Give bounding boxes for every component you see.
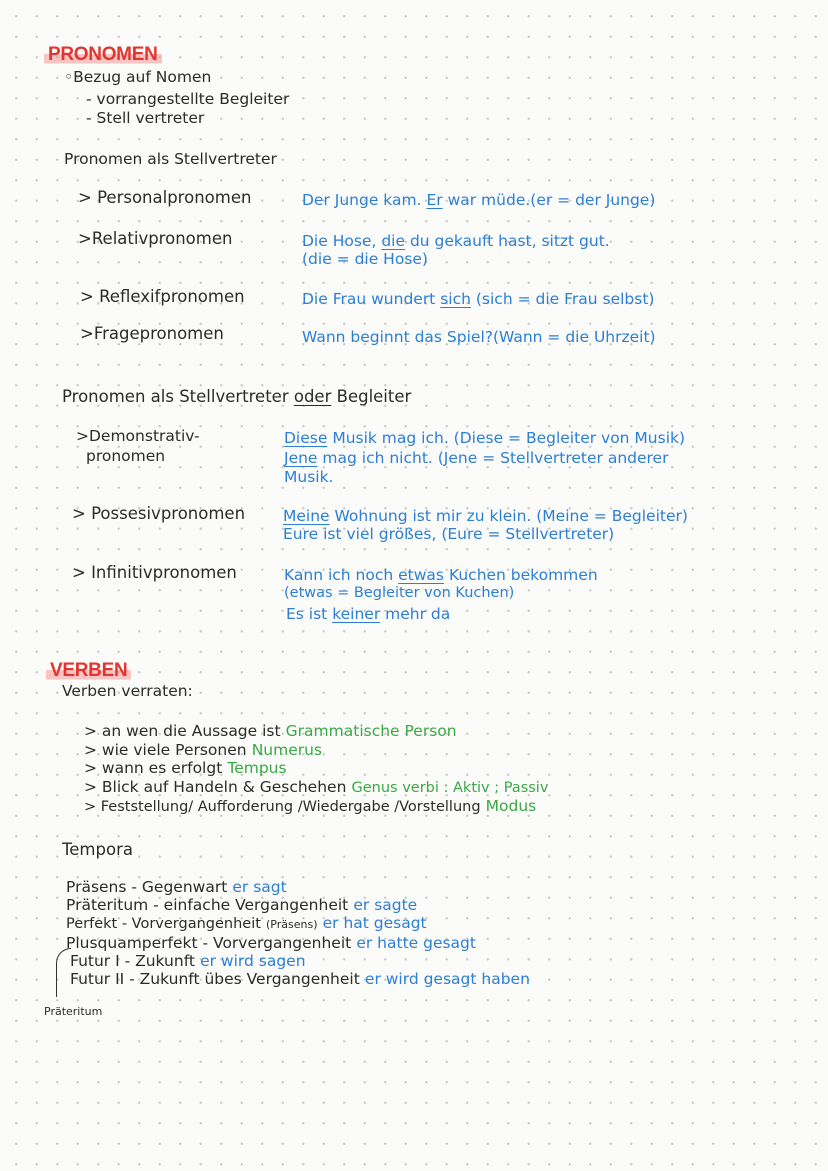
example-infinitiv-2: (etwas = Begleiter von Kuchen) [284,585,515,601]
label-demonstrativ: >Demonstrativ- [76,427,200,445]
pronomen-heading: PRONOMEN [44,44,162,66]
example-infinitiv-3: Es ist keiner mehr da [286,605,451,623]
verben-heading: VERBEN [46,660,131,682]
list-item: > wann es erfolgt Tempus [84,759,287,777]
label-relativpronomen: >Relativpronomen [78,229,233,248]
verben-intro: Verben verraten: [62,682,193,700]
list-item: Präsens - Gegenwart er sagt [66,878,287,896]
section-title-stellvertreter-oder-begleiter: Pronomen als Stellvertreter oder Begleiter [62,387,412,406]
bracket-line [56,948,71,997]
example-demonstrativ-1: Diese Musik mag ich. (Diese = Begleiter von Musik) [284,429,686,447]
verben-list [84,722,548,817]
sub-item-begleiter: - vorrangestellte Begleiter [86,90,290,108]
label-personalpronomen: > Personalpronomen [78,188,252,207]
example-infinitiv-1: Kann ich noch etwas Kuchen bekommen [284,566,598,584]
tempora-title: Tempora [62,840,133,859]
list-item: Futur I - Zukunft er wird sagen [70,952,306,970]
bezug-line: ◦Bezug auf Nomen [64,68,212,86]
list-item: Futur II - Zukunft übes Vergangenheit er wird gesagt haben [70,970,530,988]
example-personalpronomen: Der Junge kam. Er war müde.(er = der Junge) [302,191,656,209]
margin-note-praeteritum: Präteritum [44,1005,103,1018]
label-reflexifpronomen: > Reflexifpronomen [80,287,245,306]
label-infinitivpronomen: > Infinitivpronomen [72,563,237,582]
example-relativpronomen-2: (die = die Hose) [302,250,428,268]
example-possesiv-1: Meine Wohnung ist mir zu klein. (Meine = Begleiter) [283,507,688,525]
list-item: Perfekt - Vorvergangenheit (Präsens) er hat gesagt [66,914,427,932]
list-item: Plusquamperfekt - Vorvergangenheit er hatte gesagt [66,934,476,952]
section-title-stellvertreter: Pronomen als Stellvertreter [64,150,277,168]
label-demonstrativ-2: pronomen [86,447,166,465]
example-demonstrativ-2: Jene mag ich nicht. (Jene = Stellvertreter anderer [284,449,669,467]
label-fragepronomen: >Fragepronomen [80,324,224,343]
list-item: > Blick auf Handeln & Geschehen Genus verbi : Aktiv ; Passiv [84,777,549,796]
sub-item-stellvertreter: - Stell vertreter [86,109,205,127]
label-possesivpronomen: > Possesivpronomen [72,504,246,523]
list-item: Präteritum - einfache Vergangenheit er sagte [66,896,418,914]
example-relativpronomen: Die Hose, die du gekauft hast, sitzt gut. [302,232,610,250]
example-demonstrativ-3: Musik. [284,468,334,486]
tempora-list [66,878,530,988]
list-item: > an wen die Aussage ist Grammatische Person [84,722,457,740]
list-item: > Feststellung/ Aufforderung /Wiedergabe /Vorstellung Modus [84,797,537,815]
list-item: > wie viele Personen Numerus [84,740,323,759]
example-reflexifpronomen: Die Frau wundert sich (sich = die Frau selbst) [302,290,655,308]
example-fragepronomen: Wann beginnt das Spiel?(Wann = die Uhrzeit) [302,328,656,346]
example-possesiv-2: Eure ist viel größes, (Eure = Stellvertreter) [283,525,615,543]
